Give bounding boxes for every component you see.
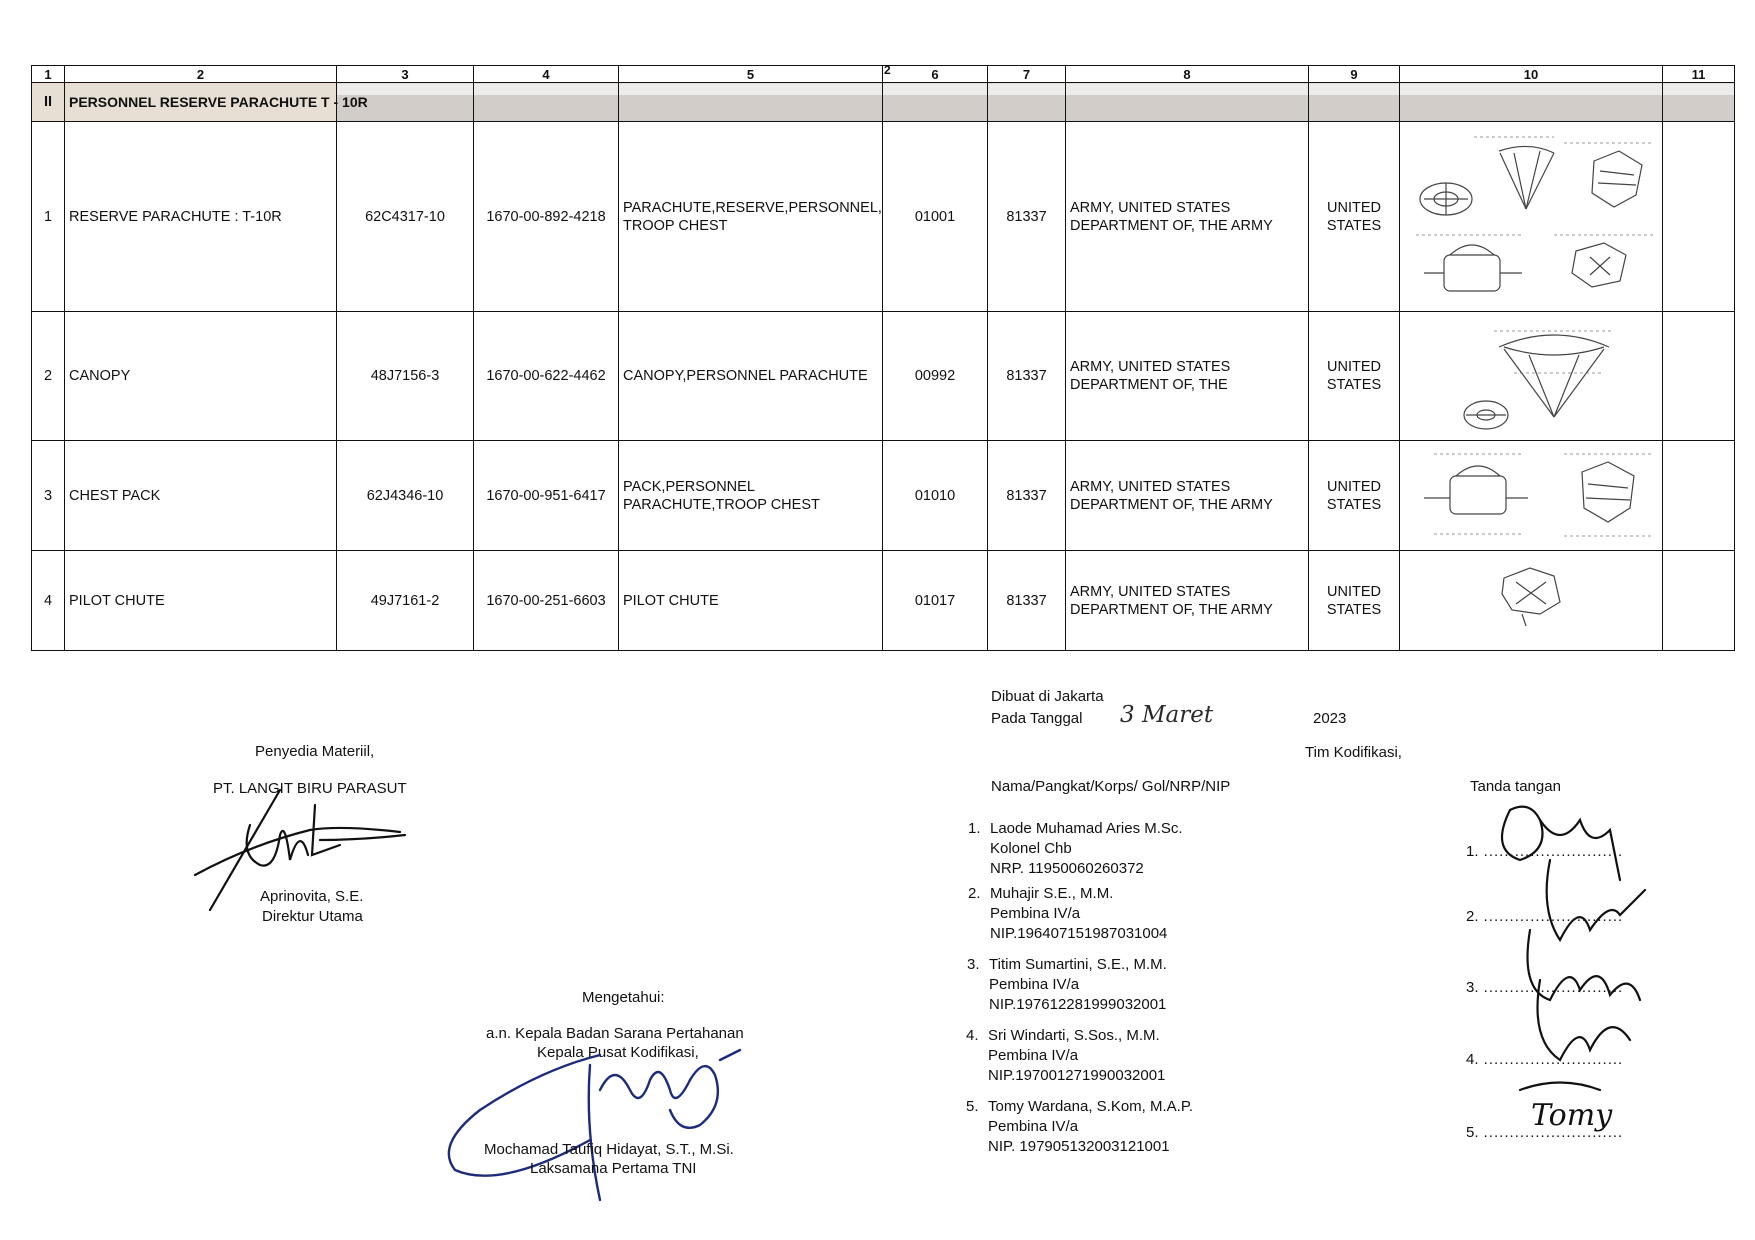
section-row (32, 83, 1735, 122)
column-number-row (32, 66, 1735, 83)
section-fill (619, 83, 883, 122)
agency: ARMY, UNITED STATES DEPARTMENT OF, THE (1066, 312, 1309, 441)
col-number: 6 (883, 66, 988, 83)
date-year: 2023 (1313, 710, 1347, 727)
team-member-4 (966, 1026, 1166, 1084)
col-number: 10 (1400, 66, 1663, 83)
agency: ARMY, UNITED STATES DEPARTMENT OF, THE ARMY (1066, 122, 1309, 312)
row-number: 2 (32, 312, 65, 441)
team-heading: Tim Kodifikasi, (1305, 744, 1402, 761)
row-number: 3 (32, 441, 65, 551)
team-member-5 (966, 1097, 1194, 1155)
country: UNITED STATES (1309, 312, 1400, 441)
member-number: 1. (968, 820, 981, 837)
nsn: 1670-00-951-6417 (474, 441, 619, 551)
empty-cell (1663, 551, 1735, 651)
member-number: 4. (966, 1027, 979, 1044)
sign-line-3: 3. ........................... (1466, 979, 1624, 996)
part-number: 49J7161-2 (337, 551, 474, 651)
code-6: 01017 (883, 551, 988, 651)
item-drawing (1400, 122, 1663, 312)
col-number: 8 (1066, 66, 1309, 83)
section-fill (1400, 83, 1663, 122)
section-fill (1663, 83, 1735, 122)
item-description: CANOPY,PERSONNEL PARACHUTE (619, 312, 883, 441)
nsn: 1670-00-892-4218 (474, 122, 619, 312)
member-name: Laode Muhamad Aries M.Sc. (990, 820, 1183, 837)
member-rank: Pembina IV/a (988, 1047, 1079, 1064)
empty-cell (1663, 441, 1735, 551)
country: UNITED STATES (1309, 551, 1400, 651)
item-description: PACK,PERSONNEL PARACHUTE,TROOP CHEST (619, 441, 883, 551)
item-name: CHEST PACK (65, 441, 337, 551)
country: UNITED STATES (1309, 122, 1400, 312)
member-rank: Kolonel Chb (990, 840, 1072, 857)
col-number: 5 (619, 66, 883, 83)
member-rank: Pembina IV/a (989, 976, 1080, 993)
row-number: 1 (32, 122, 65, 312)
team-name-column-label: Nama/Pangkat/Korps/ Gol/NRP/NIP (991, 778, 1231, 795)
cage-code: 81337 (988, 551, 1066, 651)
col-number: 2 (65, 66, 337, 83)
member-rank: Pembina IV/a (990, 905, 1081, 922)
member-number: 5. (966, 1098, 979, 1115)
code-6: 01001 (883, 122, 988, 312)
item-name: CANOPY (65, 312, 337, 441)
approval-heading: Mengetahui: (582, 989, 665, 1006)
code-6: 01010 (883, 441, 988, 551)
table-row (32, 312, 1735, 441)
empty-cell (1663, 312, 1735, 441)
codification-table (31, 65, 1734, 675)
sign-line-5: 5. ........................... (1466, 1124, 1624, 1141)
pilot-chute-drawing (1404, 552, 1667, 650)
agency: ARMY, UNITED STATES DEPARTMENT OF, THE ARMY (1066, 441, 1309, 551)
approval-signer-rank: Laksamana Pertama TNI (530, 1160, 697, 1177)
chest-pack-drawing (1404, 442, 1667, 550)
team-member-2 (968, 884, 1168, 942)
item-name: PILOT CHUTE (65, 551, 337, 651)
date-label: Pada Tanggal (991, 710, 1083, 727)
code-6: 00992 (883, 312, 988, 441)
col-number: 7 (988, 66, 1066, 83)
empty-cell (1663, 122, 1735, 312)
member-name: Tomy Wardana, S.Kom, M.A.P. (988, 1098, 1194, 1115)
member-rank: Pembina IV/a (988, 1118, 1079, 1135)
col-number: 3 (337, 66, 474, 83)
nsn: 1670-00-251-6603 (474, 551, 619, 651)
part-number: 62C4317-10 (337, 122, 474, 312)
approval-signer-name: Mochamad Taufiq Hidayat, S.T., M.Si. (484, 1141, 734, 1158)
cage-code: 81337 (988, 441, 1066, 551)
sign-line-1: 1. ........................... (1466, 843, 1624, 860)
approval-signature (440, 1050, 760, 1210)
section-fill (1066, 83, 1309, 122)
parachute-assembly-drawing (1404, 123, 1667, 311)
page-marker: 2 (884, 63, 891, 77)
part-number: 48J7156-3 (337, 312, 474, 441)
sign-line-2: 2. ........................... (1466, 908, 1624, 925)
section-title: PERSONNEL RESERVE PARACHUTE T - 10R (65, 83, 337, 122)
table-row (32, 122, 1735, 312)
approval-line2: Kepala Pusat Kodifikasi, (537, 1044, 699, 1061)
team-member-1 (968, 819, 1183, 877)
canopy-drawing (1404, 313, 1667, 440)
row-number: 4 (32, 551, 65, 651)
approval-line1: a.n. Kepala Badan Sarana Pertahanan (486, 1025, 744, 1042)
col-number: 4 (474, 66, 619, 83)
section-fill (883, 83, 988, 122)
supplier-signer-title: Direktur Utama (262, 908, 363, 925)
item-name: RESERVE PARACHUTE : T-10R (65, 122, 337, 312)
team-member-3 (967, 955, 1167, 1013)
supplier-company: PT. LANGIT BIRU PARASUT (213, 780, 407, 797)
member-name: Titim Sumartini, S.E., M.M. (989, 956, 1167, 973)
member-id: NIP.196407151987031004 (990, 925, 1168, 942)
section-fill (1309, 83, 1400, 122)
part-number: 62J4346-10 (337, 441, 474, 551)
date-handwritten: 3 Maret (1120, 702, 1214, 728)
last-signature-script: Tomy (1531, 1098, 1613, 1133)
team-sign-column-label: Tanda tangan (1470, 778, 1561, 795)
member-number: 2. (968, 885, 981, 902)
item-description: PARACHUTE,RESERVE,PERSONNEL, TROOP CHEST (619, 122, 883, 312)
member-name: Sri Windarti, S.Sos., M.M. (988, 1027, 1160, 1044)
member-id: NIP.197001271990032001 (988, 1067, 1166, 1084)
col-number: 9 (1309, 66, 1400, 83)
item-drawing (1400, 441, 1663, 551)
col-number: 11 (1663, 66, 1735, 83)
member-id: NIP.197612281999032001 (989, 996, 1167, 1013)
item-drawing (1400, 312, 1663, 441)
agency: ARMY, UNITED STATES DEPARTMENT OF, THE ARMY (1066, 551, 1309, 651)
table-row (32, 441, 1735, 551)
country: UNITED STATES (1309, 441, 1400, 551)
section-number: II (32, 83, 65, 122)
col-number: 1 (32, 66, 65, 83)
member-id: NIP. 197905132003121001 (988, 1138, 1170, 1155)
section-fill (988, 83, 1066, 122)
item-description: PILOT CHUTE (619, 551, 883, 651)
member-number: 3. (967, 956, 980, 973)
place-line: Dibuat di Jakarta (991, 688, 1104, 705)
member-id: NRP. 11950060260372 (990, 860, 1144, 877)
supplier-signer-name: Aprinovita, S.E. (260, 888, 364, 905)
member-name: Muhajir S.E., M.M. (990, 885, 1114, 902)
item-drawing (1400, 551, 1663, 651)
cage-code: 81337 (988, 312, 1066, 441)
section-fill (474, 83, 619, 122)
nsn: 1670-00-622-4462 (474, 312, 619, 441)
cage-code: 81337 (988, 122, 1066, 312)
sign-line-4: 4. ........................... (1466, 1051, 1624, 1068)
supplier-heading: Penyedia Materiil, (255, 743, 375, 760)
team-signatures (1480, 790, 1660, 1150)
table-row (32, 551, 1735, 651)
